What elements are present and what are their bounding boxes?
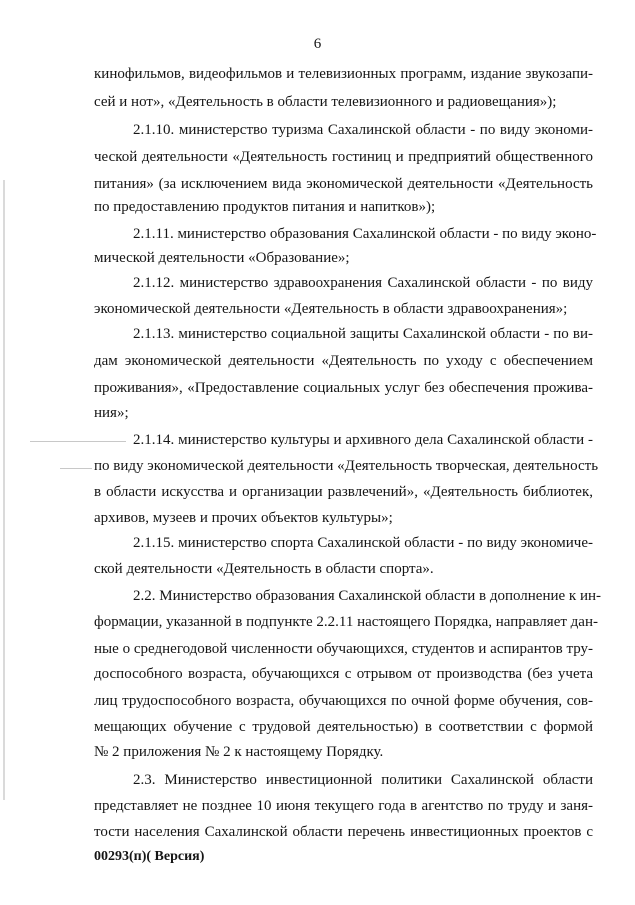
text-line: ческой деятельности «Деятельность гостиниц и предприятий общественного (94, 149, 593, 165)
text-line: архивов, музеев и прочих объектов культуры»; (94, 510, 393, 526)
text-line: мической деятельности «Образование»; (94, 250, 350, 266)
text-line: 2.1.12. министерство здравоохранения Сахалинской области - по виду (133, 275, 593, 291)
text-line: по виду экономической деятельности «Деятельность творческая, деятельность (94, 458, 599, 474)
text-line: кинофильмов, видеофильмов и телевизионных программ, издание звукозапи- (94, 66, 593, 82)
text-line: доспособного возраста, обучающихся с отрывом от производства (без учета (94, 666, 593, 682)
text-line: формации, указанной в подпункте 2.2.11 настоящего Порядка, направляет дан- (94, 614, 598, 630)
text-line: питания» (за исключением вида экономической деятельности «Деятельность (94, 176, 593, 192)
text-line: сей и нот», «Деятельность в области телевизионного и радиовещания»); (94, 94, 557, 110)
text-line: 2.1.11. министерство образования Сахалинской области - по виду эконо- (133, 226, 597, 242)
text-line: 2.1.13. министерство социальной защиты Сахалинской области - по ви- (133, 326, 593, 342)
text-line: № 2 приложения № 2 к настоящему Порядку. (94, 744, 384, 760)
text-line: 2.1.10. министерство туризма Сахалинской области - по виду экономи- (133, 122, 593, 138)
document-code: 00293(п)( Версия) (94, 849, 205, 864)
scan-artifact (60, 468, 92, 469)
page-number: 6 (313, 36, 322, 52)
text-line: проживания», «Предоставление социальных услуг без обеспечения прожива- (94, 380, 593, 396)
text-line: 2.1.15. министерство спорта Сахалинской области - по виду экономиче- (133, 535, 593, 551)
text-line: дам экономической деятельности «Деятельность по уходу с обеспечением (94, 353, 593, 369)
text-line: ской деятельности «Деятельность в области спорта». (94, 561, 434, 577)
text-line: 2.2. Министерство образования Сахалинской области в дополнение к ин- (133, 588, 602, 604)
text-line: мещающих обучение с трудовой деятельностью) в соответствии с формой (94, 719, 593, 735)
text-line: ные о среднегодовой численности обучающихся, студентов и аспирантов тру- (94, 641, 593, 657)
text-line: экономической деятельности «Деятельность в области здравоохранения»; (94, 301, 568, 317)
text-line: 2.3. Министерство инвестиционной политики Сахалинской области (133, 772, 593, 788)
text-line: ния»; (94, 405, 129, 421)
text-line: по предоставлению продуктов питания и напитков»); (94, 199, 436, 215)
scan-artifact (30, 441, 126, 442)
text-line: лиц трудоспособного возраста, обучающихся по очной форме обучения, сов- (94, 693, 593, 709)
scan-edge (3, 180, 5, 800)
text-line: тости населения Сахалинской области перечень инвестиционных проектов с (94, 824, 593, 840)
text-line: 2.1.14. министерство культуры и архивного дела Сахалинской области - (133, 432, 593, 448)
text-line: представляет не позднее 10 июня текущего года в агентство по труду и заня- (94, 798, 593, 814)
text-line: в области искусства и организации развлечений», «Деятельность библиотек, (94, 484, 593, 500)
